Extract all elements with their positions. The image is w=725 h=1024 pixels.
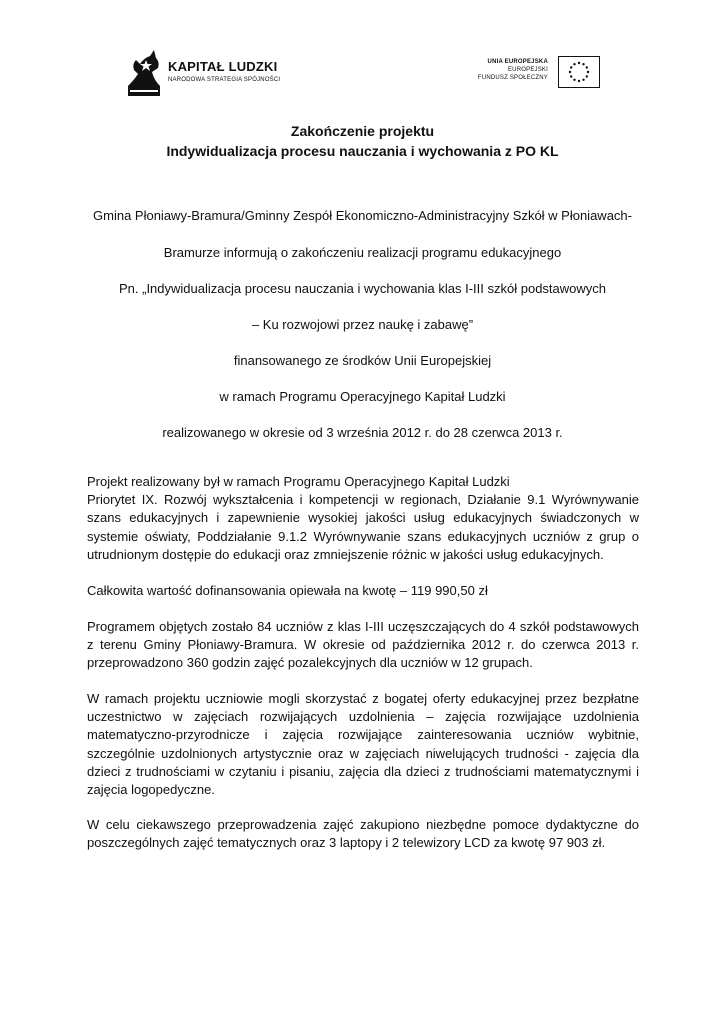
intro-line: w ramach Programu Operacyjnego Kapitał Ludzki [219, 389, 506, 404]
eu-logo [462, 56, 602, 92]
intro-line: Gmina Płoniawy-Bramura/Gminny Zespół Ekonomiczno-Administracyjny Szkół w Płoniawach- [93, 208, 632, 223]
paragraph-line: szczególnie uzdolnionych artystycznie oraz w zajęciach niwelujących trudności - zajęcia dla [87, 745, 639, 761]
paragraph-line: Projekt realizowany był w ramach Programu Operacyjnego Kapitał Ludzki [87, 474, 510, 489]
paragraph-line: dzieci z trudnościami w czytaniu i pisaniu, zajęcia dla dzieci z trudnościami matematycznymi i [87, 763, 639, 779]
eu-line-2: EUROPEJSKI [507, 67, 548, 73]
paragraph-funding-amount [87, 582, 639, 600]
document-title-block [0, 121, 725, 161]
kapital-ludzki-logo [124, 46, 294, 98]
paragraph-line: W ramach projektu uczniowie mogli skorzystać z bogatej oferty edukacyjnej przez bezpłatne [87, 691, 639, 706]
paragraph-line: W celu ciekawszego przeprowadzenia zajęć zakupiono niezbędne pomoce dydaktyczne do [87, 817, 639, 832]
paragraph-line: z terenu Gminy Płoniawy-Bramura. W okresie od października 2012 r. do czerwca 2013 r. [87, 637, 639, 653]
paragraph-line: przeprowadzono 360 godzin zajęć pozalekcyjnych dla uczniów w 12 grupach. [87, 655, 533, 671]
intro-line: Pn. „Indywidualizacja procesu nauczania i wychowania klas I-III szkół podstawowych [118, 281, 606, 296]
kapital-ludzki-subtitle: NARODOWA STRATEGIA SPÓJNOŚCI [168, 77, 281, 83]
eu-line-3: FUNDUSZ SPOŁECZNY [477, 75, 548, 81]
kapital-ludzki-title: KAPITAŁ LUDZKI [168, 59, 278, 74]
paragraph-line: matematyczno-przyrodnicze i zajęcia rozwijające zainteresowania uczniów wybitnie, [87, 727, 639, 743]
paragraph-participants [87, 618, 639, 673]
paragraph-line: utrudnionym dostępie do edukacji oraz zmniejszenie różnic w jakości usług edukacyjnych. [87, 546, 604, 562]
paragraph-line: systemie oświaty, Poddziałanie 9.1.2 Wyrównywanie szans edukacyjnych uczniów z grup o [87, 528, 639, 544]
eu-logo-text [478, 58, 548, 82]
paragraph-line: uczestnictwo w zajęciach rozwijających uzdolnienia – zajęcia rozwijające uzdolnienia [87, 709, 639, 725]
kapital-ludzki-emblem-icon [124, 46, 164, 98]
paragraph-line: poszczególnych zajęć tematycznych oraz 3 laptopy i 2 telewizory LCD za kwotę 97 903 zł. [87, 835, 606, 851]
document-title: Zakończenie projektu [290, 123, 435, 139]
paragraph-project-info [87, 473, 639, 564]
paragraph-purchases [87, 816, 639, 852]
document-subtitle: Indywidualizacja procesu nauczania i wychowania z PO KL [166, 143, 559, 159]
paragraph-activities [87, 690, 639, 799]
eu-flag-icon [558, 56, 600, 88]
paragraph-line: szans edukacyjnych i zapewnienie wysokiej jakości usług edukacyjnych świadczonych w [87, 510, 639, 526]
intro-line: realizowanego w okresie od 3 września 2012 r. do 28 czerwca 2013 r. [162, 425, 563, 440]
intro-line: – Ku rozwojowi przez naukę i zabawę” [251, 317, 474, 332]
paragraph-line: zajęcia logopedyczne. [87, 782, 215, 798]
intro-line: Bramurze informują o zakończeniu realizacji programu edukacyjnego [163, 245, 562, 260]
paragraph-line: Priorytet IX. Rozwój wykształcenia i kompetencji w regionach, Działanie 9.1 Wyrównywanie [87, 492, 639, 508]
paragraph-line: Programem objętych zostało 84 uczniów z klas I-III uczęszczających do 4 szkół podstawowych [87, 619, 639, 634]
intro-line: finansowanego ze środków Unii Europejskiej [233, 353, 492, 368]
eu-line-1: UNIA EUROPEJSKA [487, 59, 548, 65]
paragraph-line: Całkowita wartość dofinansowania opiewała na kwotę – 119 990,50 zł [87, 583, 488, 598]
